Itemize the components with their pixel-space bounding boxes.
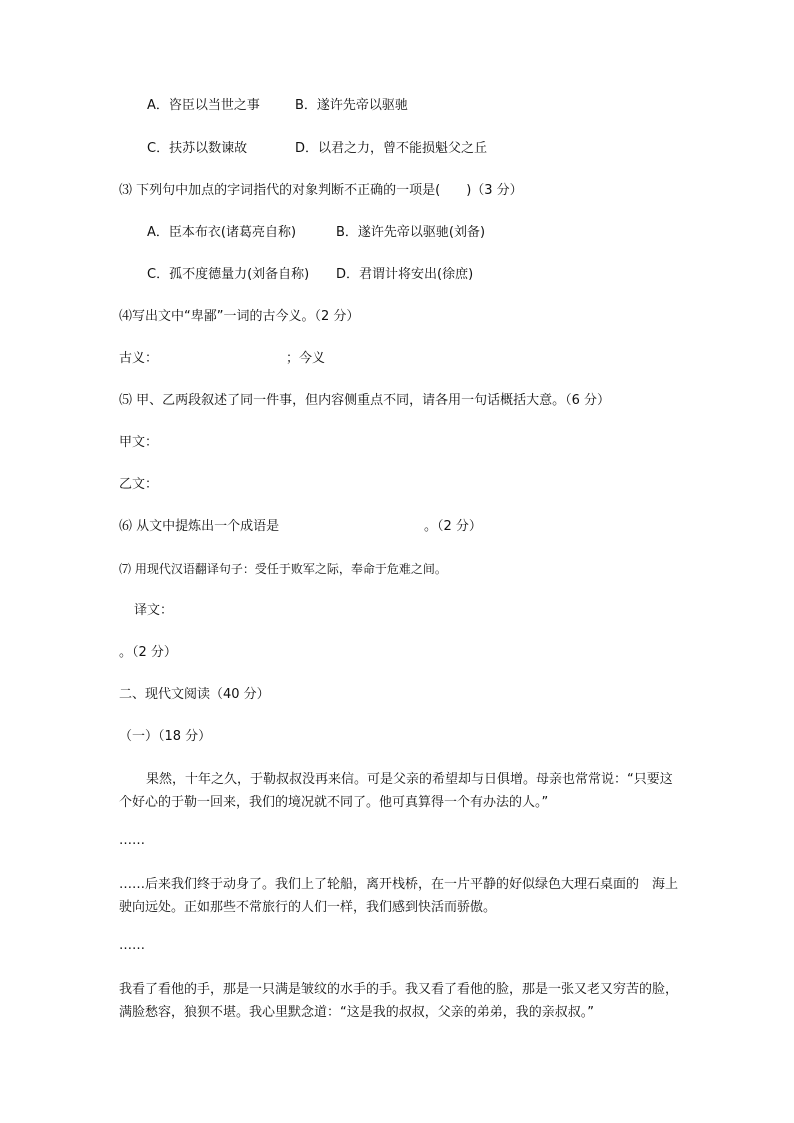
passage-paragraph-1: 果然，十年之久，于勒叔叔没再来信。可是父亲的希望却与日俱增。母亲也常常说：“只要这个好心的于勒一回来，我们的境况就不同了。他可真算得一个有办法的人。”: [119, 772, 673, 810]
section-2-title: 二、现代文阅读（40 分）: [119, 687, 270, 702]
q4-modern-label: ；今义: [286, 351, 326, 366]
passage-paragraph-2: ……后来我们终于动身了。我们上了轮船，离开栈桥，在一片平静的好似绿色大理石桌面的 海上驶向远处。正如那些不常旅行的人们一样，我们感到快活而骄傲。: [119, 877, 679, 915]
q2-option-c: C．扶苏以数谏故: [147, 141, 248, 156]
q3-stem: ⑶ 下列句中加点的字词指代的对象判断不正确的一项是( )（3 分）: [119, 183, 523, 198]
q7-translation-label: 译文：: [134, 603, 174, 618]
q4-ancient-label: 古义：: [119, 351, 159, 366]
q5-jia-label: 甲文：: [119, 435, 159, 450]
q6-stem: ⑹ 从文中提炼出一个成语是: [119, 519, 280, 534]
q2-option-b: B．遂许先帝以驱驰: [295, 98, 408, 113]
q6-score: 。（2 分）: [424, 519, 482, 534]
passage-ellipsis-2: ……: [119, 938, 145, 953]
q7-stem: ⑺ 用现代汉语翻译句子：受任于败军之际，奉命于危难之间。: [119, 562, 447, 576]
q2-option-d: D．以君之力，曾不能损魁父之丘: [295, 141, 488, 156]
passage-paragraph-3: 我看了看他的手，那是一只满是皱纹的水手的手。我又看了看他的脸，那是一张又老又穷苦的脸，满脸愁容，狼狈不堪。我心里默念道：“这是我的叔叔，父亲的弟弟，我的亲叔叔。”: [119, 982, 679, 1020]
q5-stem: ⑸ 甲、乙两段叙述了同一件事，但内容侧重点不同，请各用一句话概括大意。（6 分）: [119, 393, 611, 408]
q2-option-a: A．咨臣以当世之事: [147, 98, 260, 113]
q3-option-c: C．孤不度德量力(刘备自称): [147, 267, 310, 282]
q3-option-d: D．君谓计将安出(徐庶): [336, 267, 474, 282]
passage-ellipsis-1: ……: [119, 833, 145, 848]
q5-yi-label: 乙文：: [119, 477, 159, 492]
q3-option-a: A．臣本布衣(诸葛亮自称): [147, 225, 297, 240]
section-2-sub: （一）（18 分）: [119, 729, 212, 744]
q4-stem: ⑷写出文中“卑鄙”一词的古今义。（2 分）: [119, 309, 360, 324]
q3-option-b: B．遂许先帝以驱驰(刘备): [336, 225, 486, 240]
q7-score: 。（2 分）: [119, 645, 177, 660]
